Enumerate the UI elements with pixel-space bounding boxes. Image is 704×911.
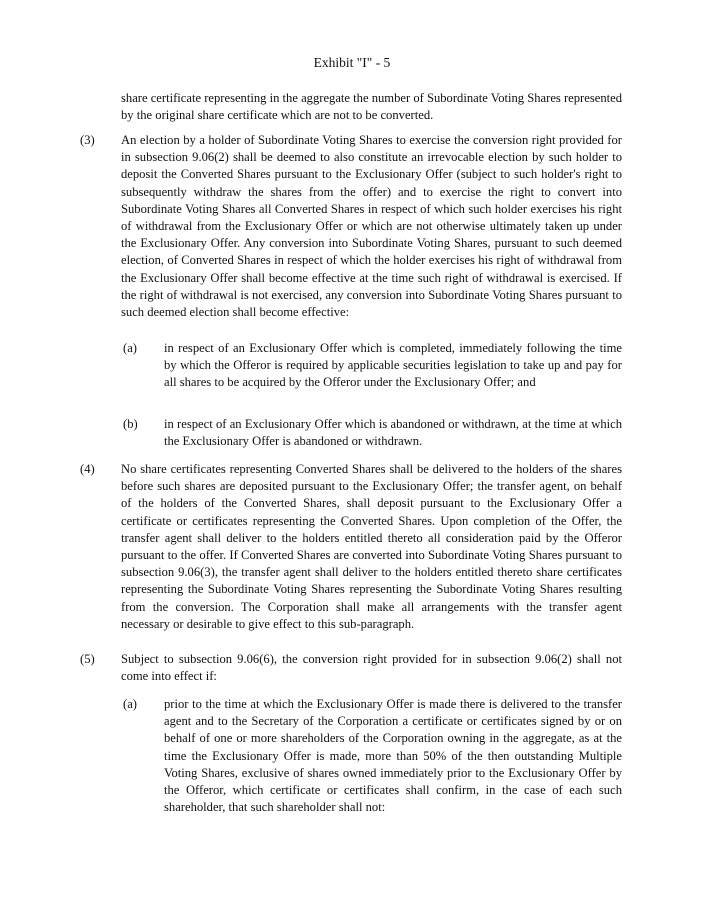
section-3-subitem-a: in respect of an Exclusionary Offer which is completed, immediately following the time by which the Offeror is required by applicable securities legislation to take up and pay for all shares to be acquired by the Offeror under the Exclusionary Offer; and: [164, 341, 622, 390]
section-number: (4): [80, 462, 95, 476]
section-5-subitem-a: prior to the time at which the Exclusionary Offer is made there is delivered to the transfer agent and to the Secretary of the Corporation a certificate or certificates signed by or on behalf of one or more shareholders of the Corporation owning in the aggregate, as at the time the Exclusionary Offer is made, more than 50% of the then outstanding Multiple Voting Shares, exclusive of shares owned immediately prior to the Exclusionary Offer by the Offeror, which certificate or certificates shall confirm, in the case of each such shareholder, that such shareholder shall not:: [164, 697, 622, 815]
section-number: (3): [80, 133, 95, 147]
subitem-label: (a): [123, 697, 137, 711]
section-3-paragraph: An election by a holder of Subordinate Voting Shares to exercise the conversion right provided for in subsection 9.06(2) shall be deemed to also constitute an irrevocable election by such holder to deposit the Converted Shares pursuant to the Exclusionary Offer (subject to such holder's right to subsequently withdraw the shares from the offer) and to exercise the right to convert into Subordinate Voting Shares all Converted Shares in respect of which such holder exercises his right of withdrawal from the Exclusionary Offer or which are not otherwise ultimately taken up under the Exclusionary Offer. Any conversion into Subordinate Voting Shares, pursuant to such deemed election, of Converted Shares in respect of which the holder exercises his right of withdrawal from the Exclusionary Offer shall become effective at the time such right of withdrawal is exercised. If the right of withdrawal is not exercised, any conversion into Subordinate Voting Shares pursuant to such deemed election shall become effective:: [121, 133, 622, 320]
section-number: (5): [80, 652, 95, 666]
continuation-paragraph: share certificate representing in the aggregate the number of Subordinate Voting Shares represented by the original share certificate which are not to be converted.: [121, 91, 623, 123]
section-5-paragraph: Subject to subsection 9.06(6), the conversion right provided for in subsection 9.06(2) shall not come into effect if:: [121, 652, 622, 684]
page-header: Exhibit "I" - 5: [313, 55, 391, 70]
subitem-label: (a): [123, 341, 137, 355]
section-4-paragraph: No share certificates representing Converted Shares shall be delivered to the holders of the shares before such shares are deposited pursuant to the Exclusionary Offer; the transfer agent, on behalf of the holders of the Converted Shares, shall deposit pursuant to the Exclusionary Offer a certificate or certificates representing the Converted Shares. Upon completion of the Offer, the transfer agent shall deliver to the holders entitled thereto all consideration paid by the Offeror pursuant to the offer. If Converted Shares are converted into Subordinate Voting Shares pursuant to subsection 9.06(3), the transfer agent shall deliver to the holders entitled thereto share certificates representing the Subordinate Voting Shares representing the Subordinate Voting Shares resulting from the conversion. The Corporation shall make all arrangements with the transfer agent necessary or desirable to give effect to this sub-paragraph.: [121, 462, 622, 631]
section-3-subitem-b: in respect of an Exclusionary Offer which is abandoned or withdrawn, at the time at which the Exclusionary Offer is abandoned or withdrawn.: [164, 417, 622, 449]
subitem-label: (b): [123, 417, 138, 431]
